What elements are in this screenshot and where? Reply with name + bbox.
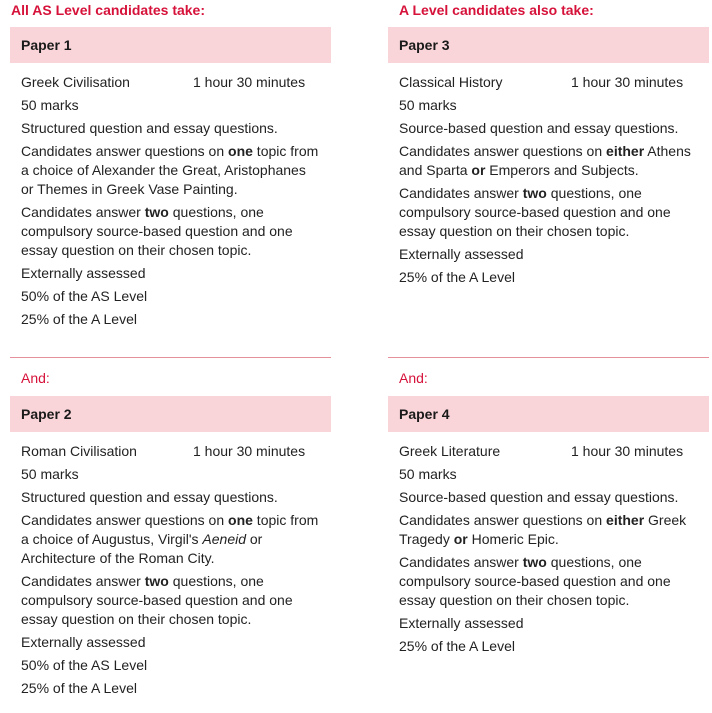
paper-3-assessment: Externally assessed	[399, 246, 524, 262]
paper-4-question-count: Candidates answer two questions, one compulsory source-based question and one essay question on their chosen topic.	[399, 554, 671, 608]
paper-1-question-count: Candidates answer two questions, one compulsory source-based question and one essay question on their chosen topic.	[21, 204, 293, 258]
paper-3-format: Source-based question and essay questions.	[399, 120, 679, 136]
paper-4-assessment: Externally assessed	[399, 615, 524, 631]
paper-3-question-count: Candidates answer two questions, one compulsory source-based question and one essay question on their chosen topic.	[399, 185, 671, 239]
section-divider	[10, 357, 331, 358]
paper-4-topic-choice: Candidates answer questions on either Greek Tragedy or Homeric Epic.	[399, 512, 687, 547]
paper-4-duration: 1 hour 30 minutes	[571, 443, 684, 459]
paper-2-assessment: Externally assessed	[21, 634, 146, 650]
paper-1-subject-row	[21, 73, 321, 92]
paper-4-format: Source-based question and essay questions.	[399, 489, 679, 505]
paper-3-duration: 1 hour 30 minutes	[571, 74, 684, 90]
paper-3-topic-choice: Candidates answer questions on either Athens and Sparta or Emperors and Subjects.	[399, 143, 691, 178]
paper-2-question-count: Candidates answer two questions, one compulsory source-based question and one essay question on their chosen topic.	[21, 573, 293, 627]
paper-2-subject-row	[21, 442, 321, 461]
paper-4-a-weighting: 25% of the A Level	[399, 638, 515, 654]
paper-1-title: Paper 1	[21, 37, 72, 53]
paper-2-format: Structured question and essay questions.	[21, 489, 278, 505]
paper-1-details	[21, 73, 321, 333]
paper-3-marks: 50 marks	[399, 97, 457, 113]
paper-3-subject-row	[399, 73, 699, 92]
paper-1-marks: 50 marks	[21, 97, 79, 113]
paper-4-details	[399, 442, 699, 660]
paper-1-subject: Greek Civilisation	[21, 74, 130, 90]
paper-4-title: Paper 4	[399, 406, 450, 422]
paper-1-a-weighting: 25% of the A Level	[21, 311, 137, 327]
paper-4-header	[388, 396, 709, 432]
paper-1-duration: 1 hour 30 minutes	[193, 74, 306, 90]
paper-2-as-weighting: 50% of the AS Level	[21, 657, 148, 673]
as-level-heading: All AS Level candidates take:	[11, 2, 205, 18]
paper-3-details	[399, 73, 699, 291]
paper-3-header	[388, 27, 709, 63]
paper-1-topic-choice: Candidates answer questions on one topic from a choice of Alexander the Great, Aristophanes or Themes in Greek Vase Painting.	[21, 143, 319, 197]
paper-4-subject: Greek Literature	[399, 443, 501, 459]
and-label: And:	[21, 370, 50, 386]
paper-3-title: Paper 3	[399, 37, 450, 53]
paper-2-header	[10, 396, 331, 432]
a-level-heading: A Level candidates also take:	[399, 2, 594, 18]
paper-4-marks: 50 marks	[399, 466, 457, 482]
paper-3-subject: Classical History	[399, 74, 503, 90]
section-divider	[388, 357, 709, 358]
paper-1-format: Structured question and essay questions.	[21, 120, 278, 136]
paper-2-subject: Roman Civilisation	[21, 443, 137, 459]
paper-4-subject-row	[399, 442, 699, 461]
paper-2-a-weighting: 25% of the A Level	[21, 680, 137, 696]
paper-2-marks: 50 marks	[21, 466, 79, 482]
and-label: And:	[399, 370, 428, 386]
paper-2-duration: 1 hour 30 minutes	[193, 443, 306, 459]
paper-2-topic-choice: Candidates answer questions on one topic from a choice of Augustus, Virgil's Aeneid or Architecture of the Roman City.	[21, 512, 319, 566]
paper-2-title: Paper 2	[21, 406, 72, 422]
paper-2-details	[21, 442, 321, 702]
paper-1-assessment: Externally assessed	[21, 265, 146, 281]
paper-3-a-weighting: 25% of the A Level	[399, 269, 515, 285]
paper-1-as-weighting: 50% of the AS Level	[21, 288, 148, 304]
paper-1-header	[10, 27, 331, 63]
